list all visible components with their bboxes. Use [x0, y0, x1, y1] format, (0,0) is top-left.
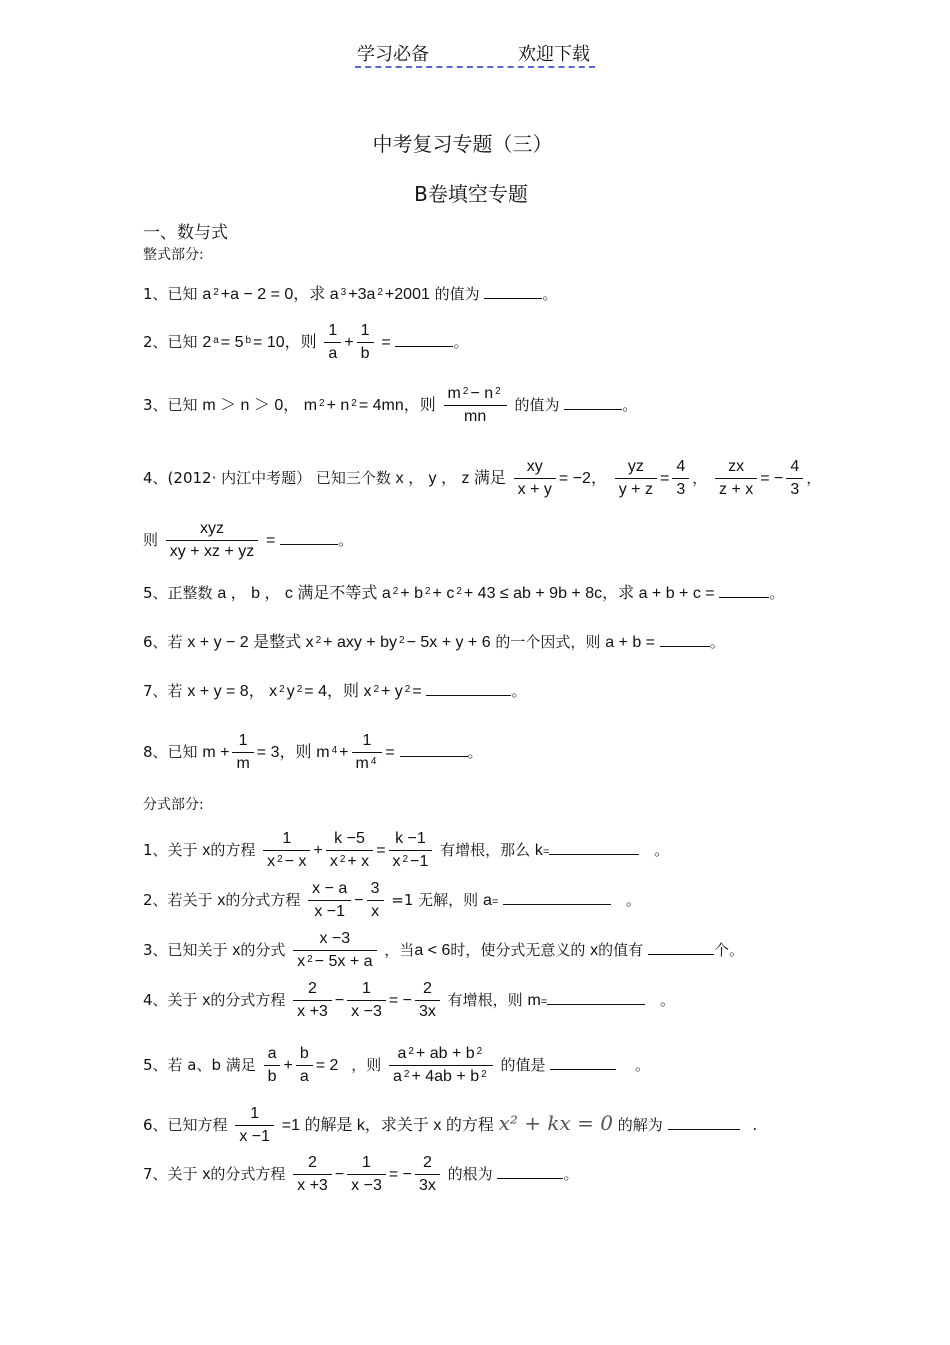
section-heading: 一、数与式 [143, 223, 228, 243]
answer-blank[interactable] [719, 583, 769, 598]
question-fs-6: 6、已知方程 $\frac{1}{x -1}$ =1 的解是 k，求关于 x 的方程 x² + kx = 0 的解为 . [143, 1105, 758, 1145]
question-zs-5: 5、正整数 a ， b ， c 满足不等式 a $^2$ + b $^2$ + c $^2$ + 43 ≤ ab + 9b + 8c，求 a + b + c = 。 [143, 584, 785, 602]
page-title: 中考复习专题（三） [372, 132, 553, 156]
question-zs-4: 4、(2012· 内江中考题） 已知三个数 x ， y ， z 满足 $\frac{xy}{x + y}$ = −2， $\frac{yz}{y + z}$ = $\frac{4}{3}$ ， $\frac{zx}{z + x}$ = − $\frac{4}{3}$ ， [143, 458, 822, 498]
question-zs-2: 2、已知 2 $^a$ = 5 $^b$ = 10，则 $\frac{1}{a}$ + $\frac{1}{b}$ = 。 [143, 322, 469, 362]
question-zs-3: 3、已知 m ＞ n ＞ 0， m $^2$ + n $^2$ = 4mn，则 $\frac{m ^2 - n ^2}{mn}$ 的值为 。 [143, 385, 638, 425]
page-header [355, 40, 595, 68]
equation-image: x² + kx = 0 [498, 1111, 613, 1135]
question-fs-4: 4、关于 x的分式方程 $\frac{2}{x +3}$ − $\frac{1}{x -3}$ = − $\frac{2}{3x}$ 有增根，则 m= 。 [143, 980, 676, 1020]
question-fs-7: 7、关于 x的分式方程 $\frac{2}{x +3}$ − $\frac{1}{x -3}$ = − $\frac{2}{3x}$ 的根为 。 [143, 1154, 579, 1194]
answer-blank[interactable] [395, 332, 453, 347]
answer-blank[interactable] [426, 681, 511, 696]
question-zs-8: 8、已知 m + $\frac{1}{m}$ = 3，则 m $^4$ + $\frac{1}{m ^4}$ = 。 [143, 732, 483, 772]
question-fs-1: 1、关于 x的方程 $\frac{1}{x ^2 - x}$ + $\frac{k -5}{x ^2 + x}$ = $\frac{k -1}{x ^2 -1}$ 有增根，那么 k= 。 [143, 830, 670, 870]
header-left: 学习必备 [357, 44, 429, 65]
answer-blank[interactable] [503, 890, 611, 905]
question-zs-6: 6、若 x + y − 2 是整式 x $^2$ + axy + by $^2$ − 5x + y + 6 的一个因式，则 a + b = 。 [143, 633, 725, 651]
answer-blank[interactable] [564, 395, 622, 410]
page-subtitle: B卷填空专题 [414, 182, 528, 206]
question-zs-1: 1、已知 a $^2$ +a − 2 = 0，求 a $^3$ +3a $^2$ +2001 的值为 。 [143, 285, 558, 303]
answer-blank[interactable] [400, 742, 468, 757]
question-fs-3: 3、已知关于 x的分式 $\frac{x -3}{x ^2 - 5x + a}$ ，当a < 6时，使分式无意义的 x的值有 个。 [143, 930, 744, 970]
header-right: 欢迎下载 [518, 44, 590, 65]
answer-blank[interactable] [668, 1115, 740, 1130]
answer-blank[interactable] [280, 530, 338, 545]
question-zs-7: 7、若 x + y = 8， x $^2$ y $^2$ = 4，则 x $^2$ + y $^2$ = 。 [143, 682, 527, 700]
answer-blank[interactable] [660, 632, 710, 647]
answer-blank[interactable] [549, 840, 639, 855]
answer-blank[interactable] [648, 940, 714, 955]
answer-blank[interactable] [497, 1164, 563, 1179]
answer-blank[interactable] [547, 990, 645, 1005]
part-label-zhengshi: 整式部分: [143, 247, 204, 263]
part-label-fenshi: 分式部分: [143, 797, 204, 813]
question-zs-4-line2: 则 xyz xy + xz + yz = 。 [143, 520, 354, 560]
answer-blank[interactable] [484, 284, 542, 299]
question-fs-5: 5、若 a、b 满足 $\frac{a}{b}$ + $\frac{b}{a}$ = 2 ，则 $\frac{a ^2 + ab + b ^2}{a ^2 + 4ab + b ^2}$ 的值是 。 [143, 1045, 651, 1085]
question-fs-2: 2、若关于 x的分式方程 $\frac{x - a}{x -1}$ − $\frac{3}{x}$ =1 无解，则 a= 。 [143, 880, 641, 920]
answer-blank[interactable] [550, 1055, 616, 1070]
